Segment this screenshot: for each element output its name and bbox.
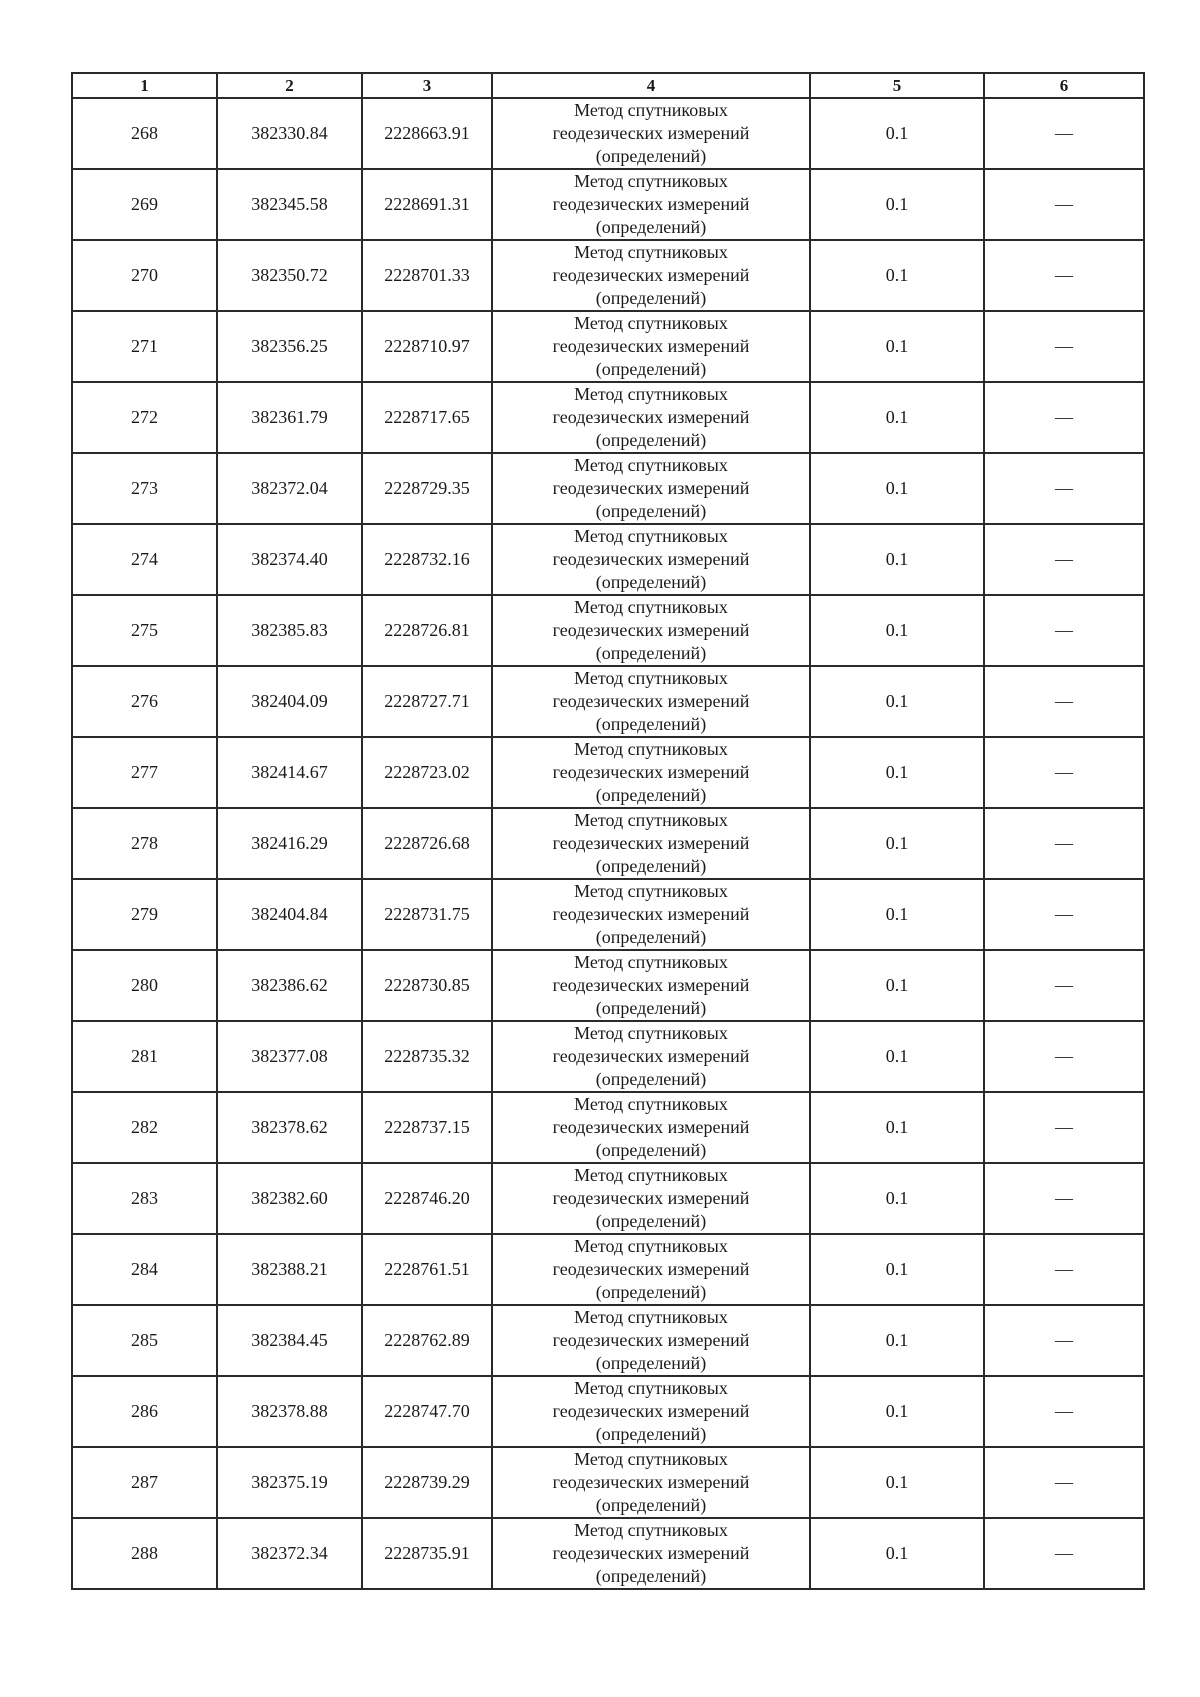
x-coordinate-cell: 382416.29 bbox=[217, 808, 362, 879]
method-cell: Метод спутниковых геодезических измерений (определений) bbox=[492, 524, 810, 595]
header-cell-1: 1 bbox=[72, 73, 217, 98]
accuracy-cell: 0.1 bbox=[810, 382, 984, 453]
table-row bbox=[72, 1092, 1144, 1163]
table-header bbox=[72, 73, 1144, 98]
method-cell: Метод спутниковых геодезических измерений (определений) bbox=[492, 453, 810, 524]
method-cell: Метод спутниковых геодезических измерений (определений) bbox=[492, 311, 810, 382]
table-row bbox=[72, 169, 1144, 240]
point-number-cell: 283 bbox=[72, 1163, 217, 1234]
x-coordinate-cell: 382372.04 bbox=[217, 453, 362, 524]
header-row bbox=[72, 73, 1144, 98]
table-row bbox=[72, 98, 1144, 169]
y-coordinate-cell: 2228732.16 bbox=[362, 524, 492, 595]
point-number-cell: 268 bbox=[72, 98, 217, 169]
y-coordinate-cell: 2228730.85 bbox=[362, 950, 492, 1021]
table-row bbox=[72, 666, 1144, 737]
y-coordinate-cell: 2228691.31 bbox=[362, 169, 492, 240]
point-number-cell: 275 bbox=[72, 595, 217, 666]
x-coordinate-cell: 382378.62 bbox=[217, 1092, 362, 1163]
table-row bbox=[72, 524, 1144, 595]
note-cell: — bbox=[984, 1376, 1144, 1447]
accuracy-cell: 0.1 bbox=[810, 1163, 984, 1234]
accuracy-cell: 0.1 bbox=[810, 311, 984, 382]
point-number-cell: 279 bbox=[72, 879, 217, 950]
y-coordinate-cell: 2228723.02 bbox=[362, 737, 492, 808]
accuracy-cell: 0.1 bbox=[810, 666, 984, 737]
accuracy-cell: 0.1 bbox=[810, 240, 984, 311]
accuracy-cell: 0.1 bbox=[810, 737, 984, 808]
note-cell: — bbox=[984, 311, 1144, 382]
method-cell: Метод спутниковых геодезических измерений (определений) bbox=[492, 950, 810, 1021]
x-coordinate-cell: 382374.40 bbox=[217, 524, 362, 595]
point-number-cell: 276 bbox=[72, 666, 217, 737]
method-cell: Метод спутниковых геодезических измерений (определений) bbox=[492, 737, 810, 808]
table-row bbox=[72, 1021, 1144, 1092]
note-cell: — bbox=[984, 808, 1144, 879]
accuracy-cell: 0.1 bbox=[810, 169, 984, 240]
method-cell: Метод спутниковых геодезических измерений (определений) bbox=[492, 1305, 810, 1376]
y-coordinate-cell: 2228737.15 bbox=[362, 1092, 492, 1163]
note-cell: — bbox=[984, 98, 1144, 169]
table-row bbox=[72, 311, 1144, 382]
x-coordinate-cell: 382356.25 bbox=[217, 311, 362, 382]
method-cell: Метод спутниковых геодезических измерений (определений) bbox=[492, 1376, 810, 1447]
point-number-cell: 287 bbox=[72, 1447, 217, 1518]
point-number-cell: 271 bbox=[72, 311, 217, 382]
coordinates-table bbox=[71, 72, 1145, 1590]
method-cell: Метод спутниковых геодезических измерений (определений) bbox=[492, 1518, 810, 1589]
table-body bbox=[72, 98, 1144, 1589]
note-cell: — bbox=[984, 240, 1144, 311]
table-row bbox=[72, 1305, 1144, 1376]
header-cell-6: 6 bbox=[984, 73, 1144, 98]
y-coordinate-cell: 2228735.32 bbox=[362, 1021, 492, 1092]
note-cell: — bbox=[984, 524, 1144, 595]
point-number-cell: 272 bbox=[72, 382, 217, 453]
x-coordinate-cell: 382404.09 bbox=[217, 666, 362, 737]
accuracy-cell: 0.1 bbox=[810, 1234, 984, 1305]
note-cell: — bbox=[984, 737, 1144, 808]
x-coordinate-cell: 382384.45 bbox=[217, 1305, 362, 1376]
table-row bbox=[72, 1447, 1144, 1518]
table-row bbox=[72, 240, 1144, 311]
x-coordinate-cell: 382388.21 bbox=[217, 1234, 362, 1305]
y-coordinate-cell: 2228735.91 bbox=[362, 1518, 492, 1589]
x-coordinate-cell: 382404.84 bbox=[217, 879, 362, 950]
y-coordinate-cell: 2228731.75 bbox=[362, 879, 492, 950]
point-number-cell: 282 bbox=[72, 1092, 217, 1163]
method-cell: Метод спутниковых геодезических измерений (определений) bbox=[492, 666, 810, 737]
accuracy-cell: 0.1 bbox=[810, 453, 984, 524]
x-coordinate-cell: 382377.08 bbox=[217, 1021, 362, 1092]
header-cell-2: 2 bbox=[217, 73, 362, 98]
point-number-cell: 277 bbox=[72, 737, 217, 808]
table-row bbox=[72, 1376, 1144, 1447]
table-row bbox=[72, 1518, 1144, 1589]
accuracy-cell: 0.1 bbox=[810, 1376, 984, 1447]
y-coordinate-cell: 2228747.70 bbox=[362, 1376, 492, 1447]
method-cell: Метод спутниковых геодезических измерений (определений) bbox=[492, 1447, 810, 1518]
header-cell-3: 3 bbox=[362, 73, 492, 98]
method-cell: Метод спутниковых геодезических измерений (определений) bbox=[492, 595, 810, 666]
method-cell: Метод спутниковых геодезических измерений (определений) bbox=[492, 879, 810, 950]
note-cell: — bbox=[984, 1518, 1144, 1589]
x-coordinate-cell: 382385.83 bbox=[217, 595, 362, 666]
method-cell: Метод спутниковых геодезических измерений (определений) bbox=[492, 240, 810, 311]
point-number-cell: 288 bbox=[72, 1518, 217, 1589]
method-cell: Метод спутниковых геодезических измерений (определений) bbox=[492, 169, 810, 240]
accuracy-cell: 0.1 bbox=[810, 879, 984, 950]
point-number-cell: 285 bbox=[72, 1305, 217, 1376]
note-cell: — bbox=[984, 453, 1144, 524]
header-cell-5: 5 bbox=[810, 73, 984, 98]
y-coordinate-cell: 2228717.65 bbox=[362, 382, 492, 453]
point-number-cell: 278 bbox=[72, 808, 217, 879]
x-coordinate-cell: 382372.34 bbox=[217, 1518, 362, 1589]
table-row bbox=[72, 879, 1144, 950]
accuracy-cell: 0.1 bbox=[810, 1305, 984, 1376]
x-coordinate-cell: 382345.58 bbox=[217, 169, 362, 240]
table-row bbox=[72, 595, 1144, 666]
y-coordinate-cell: 2228761.51 bbox=[362, 1234, 492, 1305]
y-coordinate-cell: 2228746.20 bbox=[362, 1163, 492, 1234]
y-coordinate-cell: 2228739.29 bbox=[362, 1447, 492, 1518]
y-coordinate-cell: 2228663.91 bbox=[362, 98, 492, 169]
method-cell: Метод спутниковых геодезических измерений (определений) bbox=[492, 382, 810, 453]
point-number-cell: 273 bbox=[72, 453, 217, 524]
x-coordinate-cell: 382378.88 bbox=[217, 1376, 362, 1447]
note-cell: — bbox=[984, 950, 1144, 1021]
point-number-cell: 286 bbox=[72, 1376, 217, 1447]
note-cell: — bbox=[984, 169, 1144, 240]
accuracy-cell: 0.1 bbox=[810, 98, 984, 169]
accuracy-cell: 0.1 bbox=[810, 1518, 984, 1589]
y-coordinate-cell: 2228710.97 bbox=[362, 311, 492, 382]
method-cell: Метод спутниковых геодезических измерений (определений) bbox=[492, 1234, 810, 1305]
header-cell-4: 4 bbox=[492, 73, 810, 98]
note-cell: — bbox=[984, 1021, 1144, 1092]
note-cell: — bbox=[984, 1234, 1144, 1305]
accuracy-cell: 0.1 bbox=[810, 1092, 984, 1163]
accuracy-cell: 0.1 bbox=[810, 524, 984, 595]
accuracy-cell: 0.1 bbox=[810, 808, 984, 879]
x-coordinate-cell: 382375.19 bbox=[217, 1447, 362, 1518]
point-number-cell: 284 bbox=[72, 1234, 217, 1305]
accuracy-cell: 0.1 bbox=[810, 595, 984, 666]
point-number-cell: 280 bbox=[72, 950, 217, 1021]
method-cell: Метод спутниковых геодезических измерений (определений) bbox=[492, 1163, 810, 1234]
table-row bbox=[72, 808, 1144, 879]
point-number-cell: 281 bbox=[72, 1021, 217, 1092]
point-number-cell: 274 bbox=[72, 524, 217, 595]
point-number-cell: 270 bbox=[72, 240, 217, 311]
table-row bbox=[72, 1234, 1144, 1305]
note-cell: — bbox=[984, 879, 1144, 950]
x-coordinate-cell: 382361.79 bbox=[217, 382, 362, 453]
note-cell: — bbox=[984, 1447, 1144, 1518]
method-cell: Метод спутниковых геодезических измерений (определений) bbox=[492, 1021, 810, 1092]
table-row bbox=[72, 453, 1144, 524]
note-cell: — bbox=[984, 1305, 1144, 1376]
table-row bbox=[72, 382, 1144, 453]
y-coordinate-cell: 2228762.89 bbox=[362, 1305, 492, 1376]
x-coordinate-cell: 382350.72 bbox=[217, 240, 362, 311]
method-cell: Метод спутниковых геодезических измерений (определений) bbox=[492, 1092, 810, 1163]
x-coordinate-cell: 382382.60 bbox=[217, 1163, 362, 1234]
table-row bbox=[72, 1163, 1144, 1234]
note-cell: — bbox=[984, 666, 1144, 737]
method-cell: Метод спутниковых геодезических измерений (определений) bbox=[492, 808, 810, 879]
note-cell: — bbox=[984, 382, 1144, 453]
x-coordinate-cell: 382330.84 bbox=[217, 98, 362, 169]
note-cell: — bbox=[984, 595, 1144, 666]
method-cell: Метод спутниковых геодезических измерений (определений) bbox=[492, 98, 810, 169]
table-row bbox=[72, 737, 1144, 808]
accuracy-cell: 0.1 bbox=[810, 1021, 984, 1092]
note-cell: — bbox=[984, 1163, 1144, 1234]
y-coordinate-cell: 2228729.35 bbox=[362, 453, 492, 524]
x-coordinate-cell: 382414.67 bbox=[217, 737, 362, 808]
point-number-cell: 269 bbox=[72, 169, 217, 240]
y-coordinate-cell: 2228726.68 bbox=[362, 808, 492, 879]
y-coordinate-cell: 2228727.71 bbox=[362, 666, 492, 737]
accuracy-cell: 0.1 bbox=[810, 950, 984, 1021]
y-coordinate-cell: 2228726.81 bbox=[362, 595, 492, 666]
accuracy-cell: 0.1 bbox=[810, 1447, 984, 1518]
x-coordinate-cell: 382386.62 bbox=[217, 950, 362, 1021]
note-cell: — bbox=[984, 1092, 1144, 1163]
y-coordinate-cell: 2228701.33 bbox=[362, 240, 492, 311]
table-row bbox=[72, 950, 1144, 1021]
